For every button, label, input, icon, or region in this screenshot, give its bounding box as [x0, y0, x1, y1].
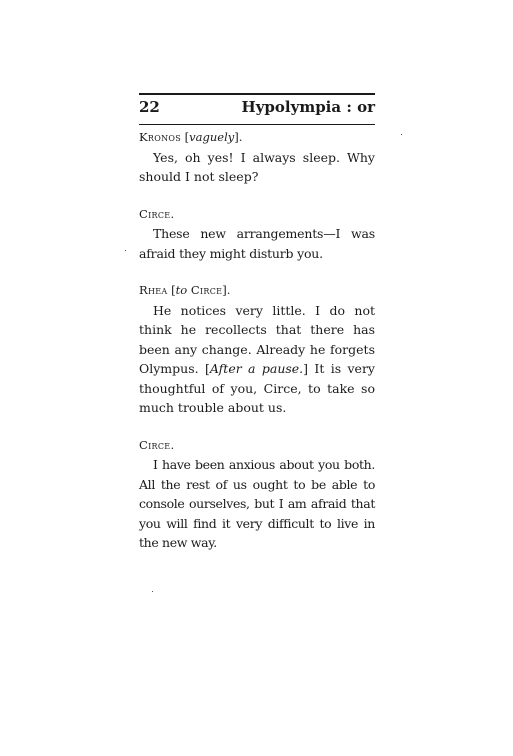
stage-direction: vaguely: [189, 130, 235, 144]
speaker-line: [139, 205, 375, 225]
speaker-name: Kronos: [139, 130, 182, 144]
speaker-line: [139, 436, 375, 456]
scan-speck: [152, 591, 153, 592]
speaker-name: Rhea: [139, 283, 168, 297]
speaker-name: Circe.: [139, 437, 175, 452]
scan-speck: [125, 250, 126, 251]
speech-paragraph: He notices very little. I do not think he recollects that there has been any change. Already he forgets Olympus. [After a pause.] It is very thoughtful of you, Circe, to take so much trouble about us.: [139, 302, 375, 415]
paragraph-gap: [139, 418, 375, 436]
header-bottom-rule: [139, 124, 375, 125]
paragraph-gap: [139, 187, 375, 205]
speech-part: It is very thoughtful of you, Circe, to take so much trouble about us.: [139, 361, 375, 415]
scan-speck: [401, 134, 402, 135]
page-header: [139, 98, 375, 120]
speech-paragraph: I have been anxious about you both. All the rest of us ought to be able to console ourselves, but I am afraid that you will find it very difficult to live in the new way.: [139, 457, 375, 550]
stage-direction-target: Circe: [190, 283, 223, 297]
header-top-rule: [139, 93, 375, 95]
speech-part: He notices very little. I do not think he recollects that there has been any change. Already he forgets Olympus.: [139, 302, 375, 376]
speaker-line: Kronos [vaguely].: [139, 130, 243, 144]
inline-stage-direction: After a pause.: [209, 361, 304, 376]
page-number: 22: [139, 98, 160, 116]
speech-paragraph: Yes, oh yes! I always sleep. Why should I not sleep?: [139, 149, 375, 184]
speech-paragraph: These new arrangements—I was afraid they might disturb you.: [139, 226, 375, 261]
dialogue-text: [139, 128, 375, 553]
paragraph-gap: [139, 263, 375, 281]
speaker-line: Rhea [to Circe].: [139, 283, 231, 297]
speaker-name: Circe.: [139, 206, 175, 221]
running-title: Hypolympia : or: [241, 98, 375, 116]
stage-direction-prefix: to: [175, 283, 188, 297]
